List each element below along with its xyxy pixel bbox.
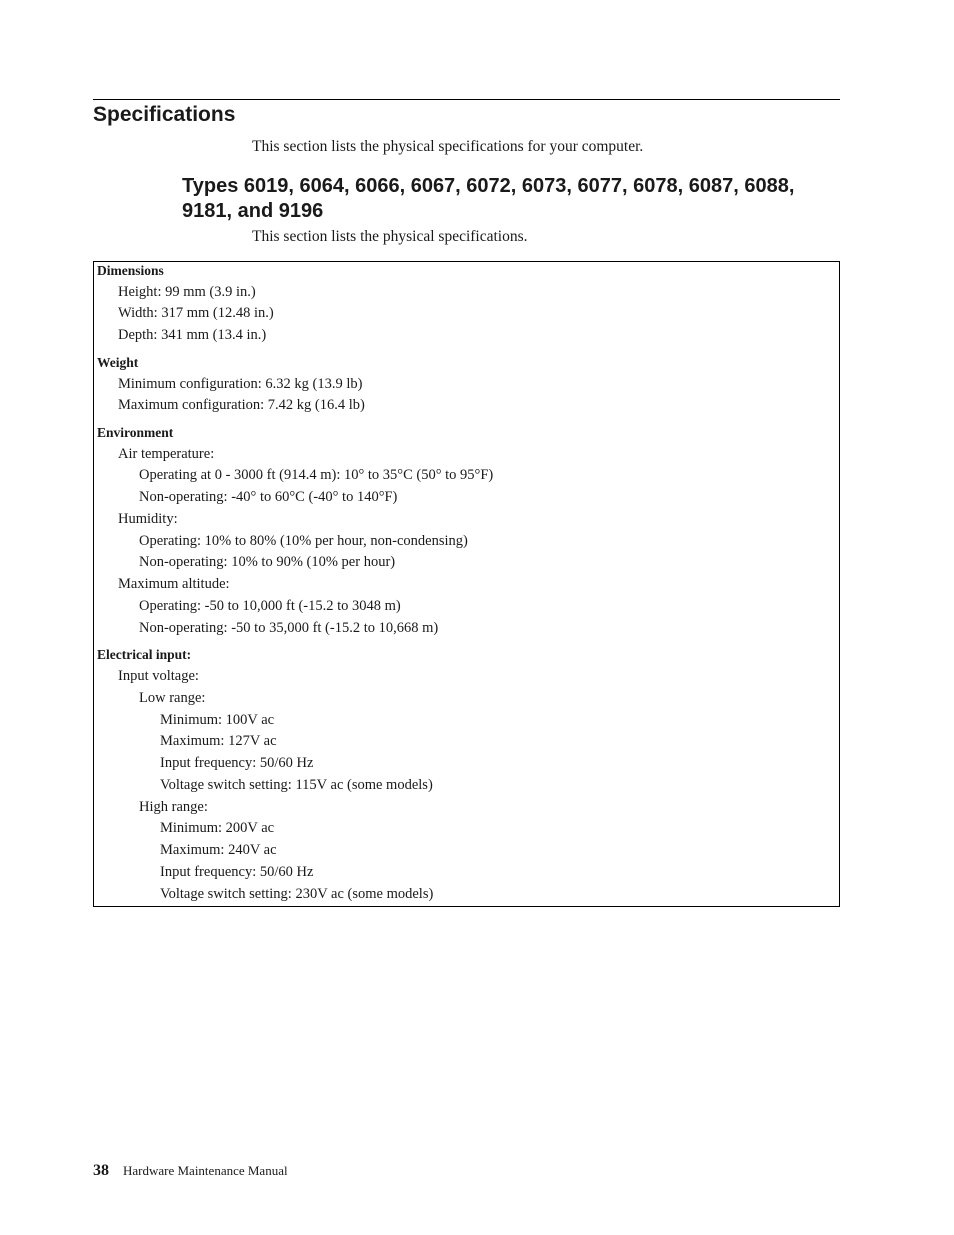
heading-rule — [93, 99, 840, 100]
dimensions-width: Width: 317 mm (12.48 in.) — [118, 305, 274, 321]
subsection-intro-text: This section lists the physical specifications. — [252, 228, 528, 245]
env-air-operating: Operating at 0 - 3000 ft (914.4 m): 10° to 35°C (50° to 95°F) — [139, 467, 494, 483]
page-number: 38 — [93, 1162, 109, 1179]
env-altitude-nonoperating: Non-operating: -50 to 35,000 ft (-15.2 to 10,668 m) — [139, 620, 439, 636]
intro-text: This section lists the physical specifications for your computer. — [252, 138, 644, 155]
elec-high-switch: Voltage switch setting: 230V ac (some models) — [160, 886, 434, 902]
section-subheading: Types 6019, 6064, 6066, 6067, 6072, 6073, 6077, 6078, 6087, 6088, 9181, and 9196 — [182, 175, 795, 222]
env-air-nonoperating: Non-operating: -40° to 60°C (-40° to 140°F) — [139, 489, 398, 505]
dimensions-title: Dimensions — [97, 263, 164, 278]
electrical-title: Electrical input: — [97, 647, 192, 662]
weight-title: Weight — [97, 355, 139, 370]
elec-low-frequency: Input frequency: 50/60 Hz — [160, 755, 314, 771]
env-max-altitude: Maximum altitude: — [118, 576, 230, 592]
weight-max: Maximum configuration: 7.42 kg (16.4 lb) — [118, 397, 365, 413]
elec-low-switch: Voltage switch setting: 115V ac (some models) — [160, 777, 433, 793]
elec-low-range: Low range: — [139, 690, 206, 706]
env-humidity-nonoperating: Non-operating: 10% to 90% (10% per hour) — [139, 554, 396, 570]
elec-high-frequency: Input frequency: 50/60 Hz — [160, 864, 314, 880]
env-air-temperature: Air temperature: — [118, 446, 215, 462]
env-humidity-operating: Operating: 10% to 80% (10% per hour, non-condensing) — [139, 533, 468, 549]
elec-input-voltage: Input voltage: — [118, 668, 199, 684]
env-altitude-operating: Operating: -50 to 10,000 ft (-15.2 to 3048 m) — [139, 598, 401, 614]
dimensions-height: Height: 99 mm (3.9 in.) — [118, 284, 256, 300]
page-footer — [93, 1162, 288, 1180]
weight-min: Minimum configuration: 6.32 kg (13.9 lb) — [118, 376, 363, 392]
elec-low-max: Maximum: 127V ac — [160, 733, 277, 749]
elec-high-max: Maximum: 240V ac — [160, 842, 277, 858]
page-title: Specifications — [93, 103, 236, 126]
env-humidity: Humidity: — [118, 511, 178, 527]
elec-high-range: High range: — [139, 799, 208, 815]
elec-low-min: Minimum: 100V ac — [160, 712, 275, 728]
environment-title: Environment — [97, 425, 174, 440]
footer-document-title: Hardware Maintenance Manual — [123, 1163, 288, 1178]
specifications-table — [93, 261, 840, 907]
dimensions-depth: Depth: 341 mm (13.4 in.) — [118, 327, 267, 343]
elec-high-min: Minimum: 200V ac — [160, 820, 275, 836]
